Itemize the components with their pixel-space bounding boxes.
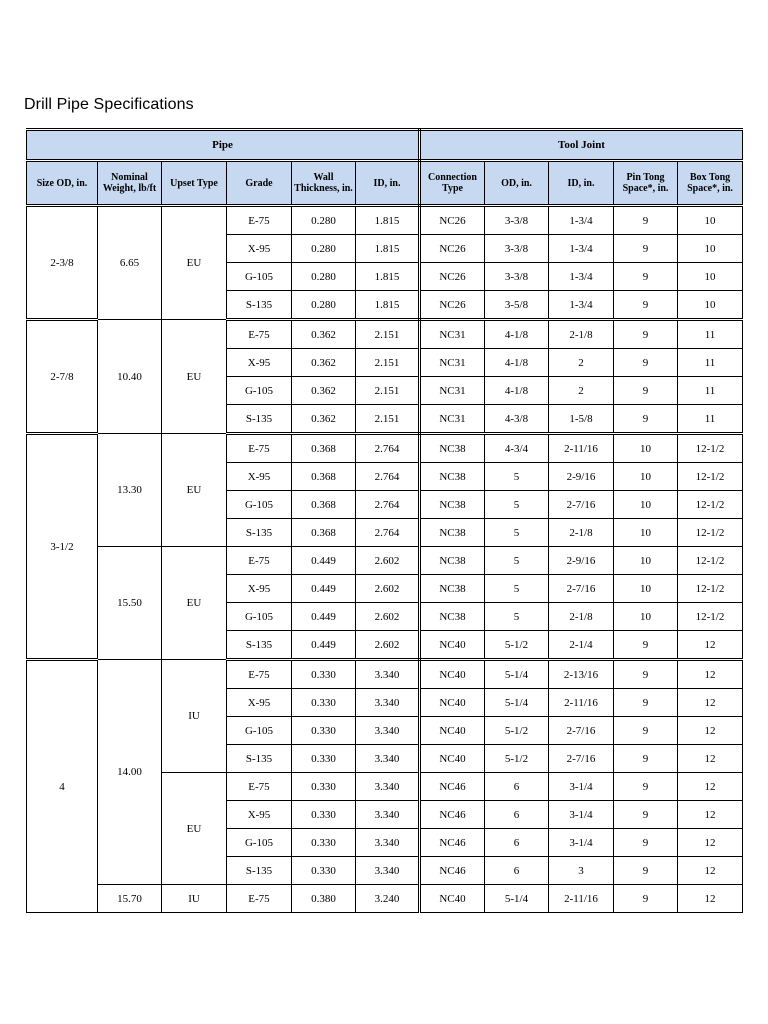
column-header-pin-tong-space: Pin Tong Space*, in. (614, 161, 678, 206)
pipe-group-header: Pipe (27, 130, 420, 161)
tool-joint-id-cell: 1-3/4 (549, 263, 614, 291)
connection-type-cell: NC38 (420, 491, 485, 519)
wall-thickness-cell: 0.380 (292, 885, 356, 913)
tool-joint-id-cell: 2-11/16 (549, 689, 614, 717)
group-header-row (27, 130, 743, 161)
column-header-row (27, 161, 743, 206)
connection-type-cell: NC38 (420, 434, 485, 463)
upset-type-cell: EU (162, 547, 227, 660)
pipe-id-cell: 1.815 (356, 235, 420, 263)
wall-thickness-cell: 0.362 (292, 377, 356, 405)
grade-cell: E-75 (227, 434, 292, 463)
wall-thickness-cell: 0.368 (292, 519, 356, 547)
box-tong-space-cell: 12-1/2 (678, 463, 743, 491)
pipe-id-cell: 3.340 (356, 857, 420, 885)
box-tong-space-cell: 12 (678, 660, 743, 689)
wall-thickness-cell: 0.330 (292, 745, 356, 773)
box-tong-space-cell: 11 (678, 405, 743, 434)
tool-joint-id-cell: 2-11/16 (549, 434, 614, 463)
grade-cell: X-95 (227, 235, 292, 263)
tool-joint-id-cell: 3-1/4 (549, 801, 614, 829)
pin-tong-space-cell: 10 (614, 547, 678, 575)
wall-thickness-cell: 0.280 (292, 291, 356, 320)
tool-joint-od-cell: 5-1/2 (485, 631, 549, 660)
tool-joint-id-cell: 1-3/4 (549, 235, 614, 263)
tool-joint-id-cell: 3-1/4 (549, 773, 614, 801)
nominal-weight-cell: 13.30 (98, 434, 162, 547)
pipe-id-cell: 2.151 (356, 405, 420, 434)
box-tong-space-cell: 12-1/2 (678, 603, 743, 631)
tool-joint-od-cell: 3-3/8 (485, 263, 549, 291)
grade-cell: S-135 (227, 519, 292, 547)
column-header-box-tong-space: Box Tong Space*, in. (678, 161, 743, 206)
tool-joint-od-cell: 6 (485, 801, 549, 829)
nominal-weight-cell: 14.00 (98, 660, 162, 885)
column-header-grade: Grade (227, 161, 292, 206)
table-row (27, 320, 743, 349)
box-tong-space-cell: 12 (678, 829, 743, 857)
pin-tong-space-cell: 9 (614, 689, 678, 717)
tool-joint-id-cell: 2 (549, 377, 614, 405)
upset-type-cell: EU (162, 434, 227, 547)
wall-thickness-cell: 0.280 (292, 263, 356, 291)
pipe-id-cell: 1.815 (356, 206, 420, 235)
tool-joint-od-cell: 4-3/8 (485, 405, 549, 434)
pipe-id-cell: 2.151 (356, 349, 420, 377)
pipe-id-cell: 2.764 (356, 463, 420, 491)
pin-tong-space-cell: 9 (614, 263, 678, 291)
pipe-id-cell: 2.151 (356, 377, 420, 405)
wall-thickness-cell: 0.330 (292, 857, 356, 885)
upset-type-cell: IU (162, 885, 227, 913)
tool-joint-id-cell: 1-3/4 (549, 206, 614, 235)
grade-cell: G-105 (227, 491, 292, 519)
tool-joint-id-cell: 2-9/16 (549, 463, 614, 491)
tool-joint-od-cell: 5-1/2 (485, 717, 549, 745)
grade-cell: G-105 (227, 829, 292, 857)
pin-tong-space-cell: 10 (614, 463, 678, 491)
tool-joint-id-cell: 2-9/16 (549, 547, 614, 575)
box-tong-space-cell: 12 (678, 631, 743, 660)
grade-cell: X-95 (227, 689, 292, 717)
box-tong-space-cell: 12-1/2 (678, 434, 743, 463)
pipe-id-cell: 3.340 (356, 717, 420, 745)
wall-thickness-cell: 0.449 (292, 603, 356, 631)
pipe-id-cell: 3.340 (356, 745, 420, 773)
wall-thickness-cell: 0.362 (292, 349, 356, 377)
table-row (27, 547, 743, 575)
pipe-id-cell: 3.240 (356, 885, 420, 913)
connection-type-cell: NC46 (420, 773, 485, 801)
pipe-id-cell: 1.815 (356, 291, 420, 320)
pipe-id-cell: 3.340 (356, 829, 420, 857)
connection-type-cell: NC26 (420, 263, 485, 291)
wall-thickness-cell: 0.362 (292, 405, 356, 434)
pin-tong-space-cell: 9 (614, 349, 678, 377)
tool-joint-id-cell: 2-1/4 (549, 631, 614, 660)
box-tong-space-cell: 12 (678, 801, 743, 829)
connection-type-cell: NC40 (420, 631, 485, 660)
drill-pipe-specifications-table (26, 128, 743, 913)
tool-joint-od-cell: 3-5/8 (485, 291, 549, 320)
nominal-weight-cell: 15.70 (98, 885, 162, 913)
tool-joint-id-cell: 2-1/8 (549, 519, 614, 547)
connection-type-cell: NC31 (420, 320, 485, 349)
wall-thickness-cell: 0.362 (292, 320, 356, 349)
tool-joint-id-cell: 2-13/16 (549, 660, 614, 689)
pin-tong-space-cell: 9 (614, 405, 678, 434)
tool-joint-od-cell: 5 (485, 491, 549, 519)
tool-joint-id-cell: 3 (549, 857, 614, 885)
table-row (27, 660, 743, 689)
box-tong-space-cell: 12-1/2 (678, 491, 743, 519)
upset-type-cell: EU (162, 773, 227, 885)
grade-cell: E-75 (227, 320, 292, 349)
grade-cell: S-135 (227, 405, 292, 434)
pin-tong-space-cell: 9 (614, 829, 678, 857)
tool-joint-id-cell: 2-11/16 (549, 885, 614, 913)
wall-thickness-cell: 0.368 (292, 491, 356, 519)
pin-tong-space-cell: 9 (614, 773, 678, 801)
pin-tong-space-cell: 10 (614, 575, 678, 603)
pin-tong-space-cell: 9 (614, 857, 678, 885)
grade-cell: X-95 (227, 463, 292, 491)
box-tong-space-cell: 12 (678, 773, 743, 801)
nominal-weight-cell: 10.40 (98, 320, 162, 434)
pipe-id-cell: 2.602 (356, 547, 420, 575)
column-header-tool-joint-id: ID, in. (549, 161, 614, 206)
tool-joint-od-cell: 4-1/8 (485, 377, 549, 405)
column-header-upset-type: Upset Type (162, 161, 227, 206)
connection-type-cell: NC26 (420, 235, 485, 263)
pipe-id-cell: 2.602 (356, 575, 420, 603)
grade-cell: E-75 (227, 773, 292, 801)
connection-type-cell: NC31 (420, 349, 485, 377)
pin-tong-space-cell: 9 (614, 235, 678, 263)
grade-cell: X-95 (227, 575, 292, 603)
box-tong-space-cell: 12 (678, 885, 743, 913)
tool-joint-od-cell: 5-1/4 (485, 689, 549, 717)
pin-tong-space-cell: 9 (614, 660, 678, 689)
connection-type-cell: NC46 (420, 857, 485, 885)
grade-cell: E-75 (227, 885, 292, 913)
pin-tong-space-cell: 9 (614, 745, 678, 773)
grade-cell: E-75 (227, 547, 292, 575)
connection-type-cell: NC26 (420, 206, 485, 235)
box-tong-space-cell: 11 (678, 377, 743, 405)
connection-type-cell: NC38 (420, 519, 485, 547)
connection-type-cell: NC26 (420, 291, 485, 320)
pin-tong-space-cell: 9 (614, 320, 678, 349)
table-row (27, 885, 743, 913)
grade-cell: S-135 (227, 745, 292, 773)
tool-joint-od-cell: 4-1/8 (485, 320, 549, 349)
box-tong-space-cell: 10 (678, 206, 743, 235)
box-tong-space-cell: 11 (678, 320, 743, 349)
tool-joint-id-cell: 2-7/16 (549, 717, 614, 745)
grade-cell: E-75 (227, 660, 292, 689)
connection-type-cell: NC40 (420, 660, 485, 689)
nominal-weight-cell: 15.50 (98, 547, 162, 660)
connection-type-cell: NC46 (420, 829, 485, 857)
connection-type-cell: NC40 (420, 717, 485, 745)
pipe-id-cell: 2.602 (356, 631, 420, 660)
pin-tong-space-cell: 9 (614, 291, 678, 320)
upset-type-cell: EU (162, 206, 227, 320)
grade-cell: G-105 (227, 263, 292, 291)
connection-type-cell: NC46 (420, 801, 485, 829)
table-body (27, 206, 743, 913)
grade-cell: G-105 (227, 717, 292, 745)
connection-type-cell: NC40 (420, 885, 485, 913)
tool-joint-od-cell: 6 (485, 857, 549, 885)
connection-type-cell: NC38 (420, 463, 485, 491)
box-tong-space-cell: 11 (678, 349, 743, 377)
pin-tong-space-cell: 9 (614, 801, 678, 829)
pin-tong-space-cell: 9 (614, 885, 678, 913)
box-tong-space-cell: 10 (678, 235, 743, 263)
pin-tong-space-cell: 10 (614, 603, 678, 631)
connection-type-cell: NC31 (420, 405, 485, 434)
box-tong-space-cell: 10 (678, 291, 743, 320)
box-tong-space-cell: 12 (678, 689, 743, 717)
pipe-id-cell: 2.602 (356, 603, 420, 631)
pipe-id-cell: 3.340 (356, 660, 420, 689)
grade-cell: X-95 (227, 801, 292, 829)
tool-joint-od-cell: 5-1/2 (485, 745, 549, 773)
wall-thickness-cell: 0.330 (292, 801, 356, 829)
grade-cell: E-75 (227, 206, 292, 235)
wall-thickness-cell: 0.280 (292, 235, 356, 263)
tool-joint-od-cell: 3-3/8 (485, 235, 549, 263)
connection-type-cell: NC40 (420, 689, 485, 717)
tool-joint-od-cell: 5 (485, 519, 549, 547)
pin-tong-space-cell: 10 (614, 434, 678, 463)
grade-cell: G-105 (227, 377, 292, 405)
nominal-weight-cell: 6.65 (98, 206, 162, 320)
box-tong-space-cell: 12 (678, 717, 743, 745)
tool-joint-od-cell: 5 (485, 463, 549, 491)
wall-thickness-cell: 0.330 (292, 829, 356, 857)
table-row (27, 434, 743, 463)
size-od-cell: 4 (27, 660, 98, 913)
pin-tong-space-cell: 9 (614, 717, 678, 745)
column-header-size-od: Size OD, in. (27, 161, 98, 206)
grade-cell: S-135 (227, 291, 292, 320)
tool-joint-od-cell: 5-1/4 (485, 660, 549, 689)
pipe-id-cell: 3.340 (356, 801, 420, 829)
pin-tong-space-cell: 9 (614, 206, 678, 235)
grade-cell: S-135 (227, 857, 292, 885)
tool-joint-od-cell: 5 (485, 547, 549, 575)
grade-cell: S-135 (227, 631, 292, 660)
wall-thickness-cell: 0.368 (292, 463, 356, 491)
wall-thickness-cell: 0.330 (292, 717, 356, 745)
wall-thickness-cell: 0.449 (292, 631, 356, 660)
pin-tong-space-cell: 10 (614, 491, 678, 519)
box-tong-space-cell: 12 (678, 745, 743, 773)
wall-thickness-cell: 0.368 (292, 434, 356, 463)
pipe-id-cell: 2.764 (356, 434, 420, 463)
tool-joint-od-cell: 5-1/4 (485, 885, 549, 913)
pipe-id-cell: 3.340 (356, 689, 420, 717)
box-tong-space-cell: 12-1/2 (678, 547, 743, 575)
tool-joint-group-header: Tool Joint (420, 130, 743, 161)
wall-thickness-cell: 0.449 (292, 575, 356, 603)
upset-type-cell: IU (162, 660, 227, 773)
size-od-cell: 2-3/8 (27, 206, 98, 320)
table-row (27, 206, 743, 235)
pin-tong-space-cell: 10 (614, 519, 678, 547)
box-tong-space-cell: 12-1/2 (678, 519, 743, 547)
tool-joint-id-cell: 2-7/16 (549, 491, 614, 519)
connection-type-cell: NC31 (420, 377, 485, 405)
connection-type-cell: NC38 (420, 603, 485, 631)
pin-tong-space-cell: 9 (614, 377, 678, 405)
connection-type-cell: NC40 (420, 745, 485, 773)
column-header-connection-type: Connection Type (420, 161, 485, 206)
pipe-id-cell: 3.340 (356, 773, 420, 801)
wall-thickness-cell: 0.330 (292, 689, 356, 717)
connection-type-cell: NC38 (420, 575, 485, 603)
size-od-cell: 3-1/2 (27, 434, 98, 660)
tool-joint-od-cell: 5 (485, 575, 549, 603)
pipe-id-cell: 2.151 (356, 320, 420, 349)
wall-thickness-cell: 0.280 (292, 206, 356, 235)
tool-joint-od-cell: 6 (485, 829, 549, 857)
pipe-id-cell: 2.764 (356, 491, 420, 519)
tool-joint-id-cell: 2-1/8 (549, 320, 614, 349)
wall-thickness-cell: 0.330 (292, 660, 356, 689)
wall-thickness-cell: 0.330 (292, 773, 356, 801)
tool-joint-id-cell: 2-7/16 (549, 745, 614, 773)
page-title: Drill Pipe Specifications (24, 96, 194, 113)
tool-joint-od-cell: 4-3/4 (485, 434, 549, 463)
pipe-id-cell: 1.815 (356, 263, 420, 291)
column-header-tool-joint-od: OD, in. (485, 161, 549, 206)
column-header-pipe-id: ID, in. (356, 161, 420, 206)
tool-joint-id-cell: 1-5/8 (549, 405, 614, 434)
wall-thickness-cell: 0.449 (292, 547, 356, 575)
tool-joint-id-cell: 3-1/4 (549, 829, 614, 857)
connection-type-cell: NC38 (420, 547, 485, 575)
box-tong-space-cell: 12-1/2 (678, 575, 743, 603)
tool-joint-id-cell: 1-3/4 (549, 291, 614, 320)
column-header-nominal-weight: Nominal Weight, lb/ft (98, 161, 162, 206)
pin-tong-space-cell: 9 (614, 631, 678, 660)
box-tong-space-cell: 10 (678, 263, 743, 291)
tool-joint-id-cell: 2 (549, 349, 614, 377)
size-od-cell: 2-7/8 (27, 320, 98, 434)
tool-joint-id-cell: 2-1/8 (549, 603, 614, 631)
tool-joint-od-cell: 4-1/8 (485, 349, 549, 377)
grade-cell: G-105 (227, 603, 292, 631)
tool-joint-id-cell: 2-7/16 (549, 575, 614, 603)
tool-joint-od-cell: 5 (485, 603, 549, 631)
tool-joint-od-cell: 6 (485, 773, 549, 801)
column-header-wall-thickness: Wall Thickness, in. (292, 161, 356, 206)
grade-cell: X-95 (227, 349, 292, 377)
pipe-id-cell: 2.764 (356, 519, 420, 547)
upset-type-cell: EU (162, 320, 227, 434)
tool-joint-od-cell: 3-3/8 (485, 206, 549, 235)
box-tong-space-cell: 12 (678, 857, 743, 885)
